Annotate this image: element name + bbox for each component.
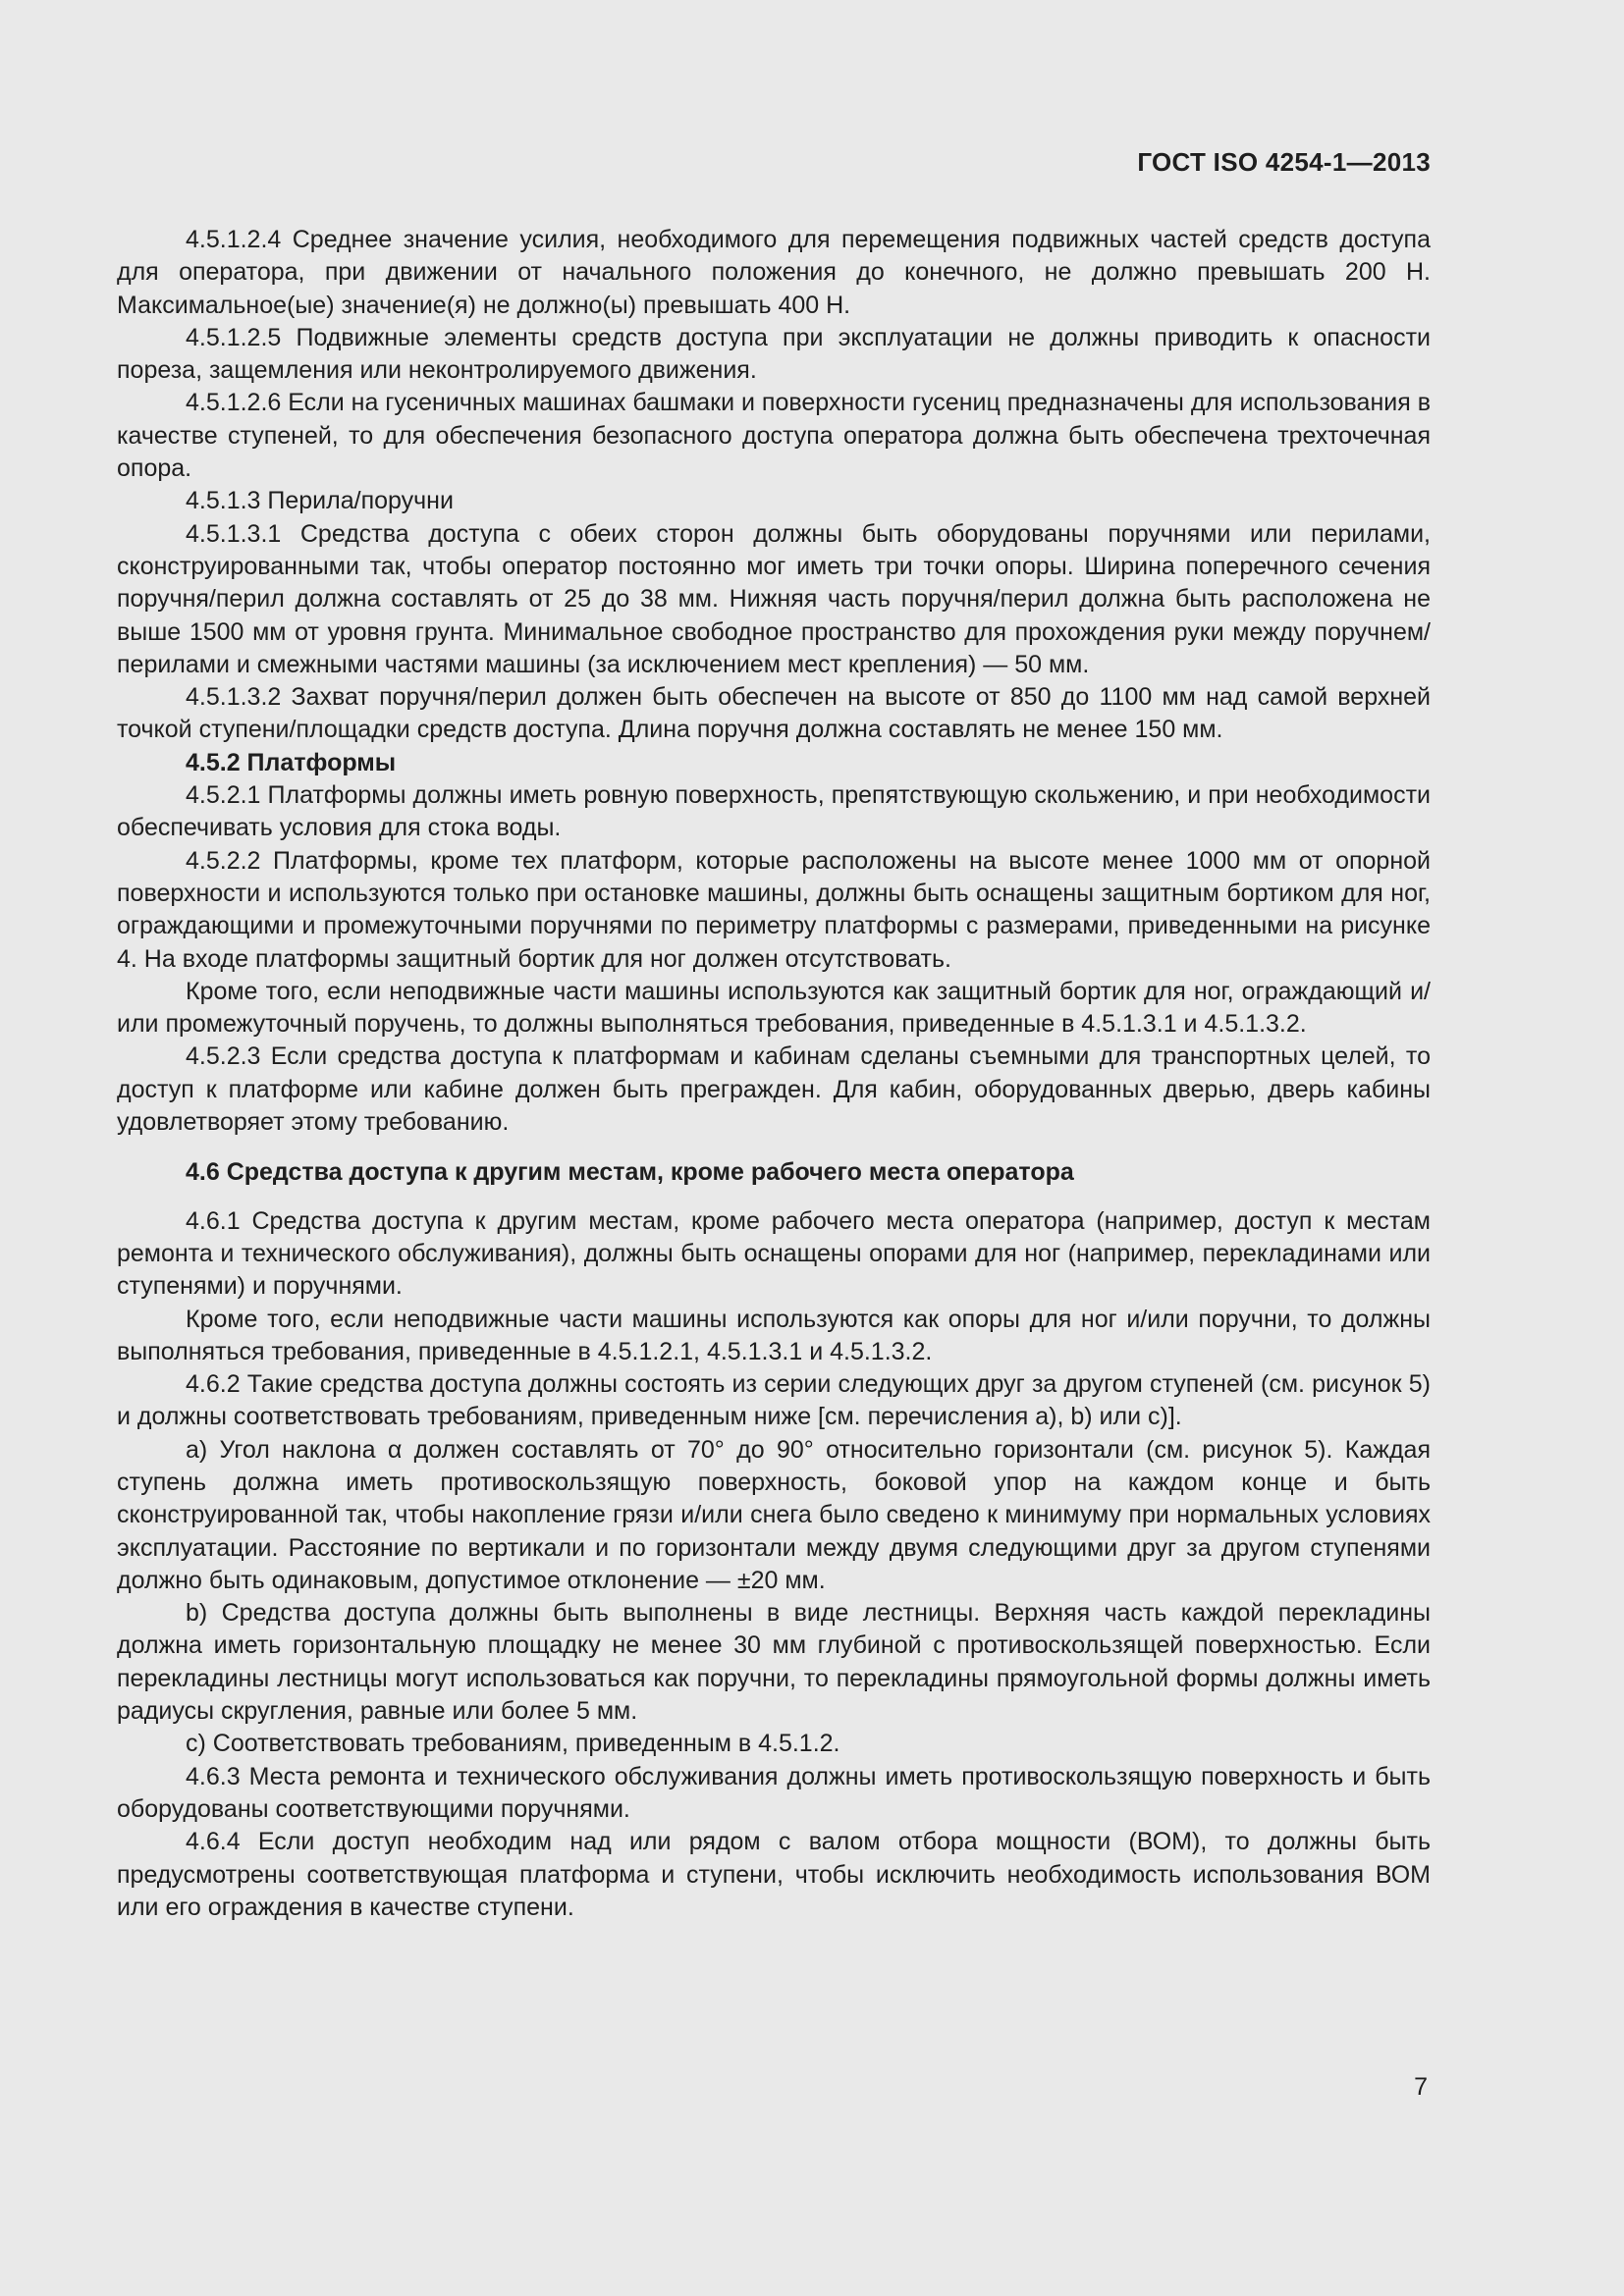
paragraph-4-5-2-2-continued: Кроме того, если неподвижные части машины используются как защитный бортик для ног, ограждающий и/или промежуточный поручень, то должны выполняться требования, приведенные в 4.5.1.3.1 и 4.5.1.3.2. [117, 977, 1431, 1039]
list-item-b: b) Средства доступа должны быть выполнены в виде лестницы. Верхняя часть каждой перекладины должна иметь горизонтальную площадку не менее 30 мм глубиной с противоскользящей поверхностью. Если перекладины лестницы могут использоваться как поручни, то перекладины прямоугольной формы должны иметь радиусы скругления, равные или более 5 мм. [117, 1599, 1431, 1726]
subsection-title-4-5-2: 4.5.2 Платформы [186, 748, 397, 776]
paragraph-4-5-1-2-5: 4.5.1.2.5 Подвижные элементы средств доступа при эксплуатации не должны приводить к опасности пореза, защемления или неконтролируемого движения. [117, 323, 1431, 385]
subsection-title-4-5-1-3: 4.5.1.3 Перила/поручни [186, 487, 454, 515]
list-item-c: c) Соответствовать требованиям, приведенным в 4.5.1.2. [186, 1730, 840, 1758]
paragraph-4-5-1-3-1: 4.5.1.3.1 Средства доступа с обеих сторон должны быть оборудованы поручнями или перилами, сконструированными так, чтобы оператор постоянно мог иметь три точки опоры. Ширина поперечного сечения поручня/перил должна составлять от 25 до 38 мм. Нижняя часть поручня/перил должна быть расположена не выше 1500 мм от уровня грунта. Минимальное свободное пространство для прохождения руки между поручнем/перилами и смежными частями машины (за исключением мест крепления) — 50 мм. [117, 519, 1431, 678]
paragraph-4-5-2-2: 4.5.2.2 Платформы, кроме тех платформ, которые расположены на высоте менее 1000 мм от опорной поверхности и используются только при остановке машины, должны быть оснащены защитным бортиком для ног, ограждающими и промежуточными поручнями по периметру платформы с размерами, приведенными на рисунке 4. На входе платформы защитный бортик для ног должен отсутствовать. [117, 846, 1431, 973]
paragraph-4-6-3: 4.6.3 Места ремонта и технического обслуживания должны иметь противоскользящую поверхность и быть оборудованы соответствующими поручнями. [117, 1762, 1431, 1823]
standard-code-header: ГОСТ ISO 4254-1—2013 [1137, 147, 1431, 177]
paragraph-4-6-4: 4.6.4 Если доступ необходим над или рядом с валом отбора мощности (ВОМ), то должны быть предусмотрены соответствующая платформа и ступени, чтобы исключить необходимость использования ВОМ или его ограждения в качестве ступени. [117, 1828, 1431, 1921]
paragraph-4-5-1-2-4: 4.5.1.2.4 Среднее значение усилия, необходимого для перемещения подвижных частей средств доступа для оператора, при движении от начального положения до конечного, не должно превышать 200 Н. Максимальное(ые) значение(я) не должно(ы) превышать 400 Н. [117, 226, 1431, 319]
paragraph-4-6-1: 4.6.1 Средства доступа к другим местам, кроме рабочего места оператора (например, доступ к местам ремонта и технического обслуживания), должны быть оснащены опорами для ног (например, перекладинами или ступенями) и поручнями. [117, 1206, 1431, 1301]
paragraph-4-6-1-continued: Кроме того, если неподвижные части машины используются как опоры для ног и/или поручни, то должны выполняться требования, приведенные в 4.5.1.2.1, 4.5.1.3.1 и 4.5.1.3.2. [117, 1305, 1431, 1365]
list-item-a: a) Угол наклона α должен составлять от 70° до 90° относительно горизонтали (см. рисунок 5). Каждая ступень должна иметь противоскользящую поверхность, боковой упор на каждом конце и быть сконструированной так, чтобы накопление грязи и/или снега было сведено к минимуму при нормальных условиях эксплуатации. Расстояние по вертикали и по горизонтали между двумя следующими друг за другом ступенями должно быть одинаковым, допустимое отклонение — ±20 мм. [117, 1435, 1431, 1594]
section-title-4-6: 4.6 Средства доступа к другим местам, кроме рабочего места оператора [186, 1158, 1074, 1187]
page-number: 7 [1414, 2073, 1428, 2101]
paragraph-4-5-1-2-6: 4.5.1.2.6 Если на гусеничных машинах башмаки и поверхности гусениц предназначены для использования в качестве ступеней, то для обеспечения безопасного доступа оператора должна быть обеспечена трехточечная опора. [117, 389, 1431, 483]
paragraph-4-5-1-3-2: 4.5.1.3.2 Захват поручня/перил должен быть обеспечен на высоте от 850 до 1100 мм над самой верхней точкой ступени/площадки средств доступа. Длина поручня должна составлять не менее 150 мм. [117, 683, 1431, 744]
document-body [117, 224, 1431, 1924]
paragraph-4-6-2: 4.6.2 Такие средства доступа должны состоять из серии следующих друг за другом ступеней (см. рисунок 5) и должны соответствовать требованиям, приведенным ниже [см. перечисления a), b) или c)]. [117, 1370, 1431, 1431]
paragraph-4-5-2-3: 4.5.2.3 Если средства доступа к платформам и кабинам сделаны съемными для транспортных целей, то доступ к платформе или кабине должен быть прегражден. Для кабин, оборудованных дверью, дверь кабины удовлетворяет этому требованию. [117, 1042, 1431, 1137]
paragraph-4-5-2-1: 4.5.2.1 Платформы должны иметь ровную поверхность, препятствующую скольжению, и при необходимости обеспечивать условия для стока воды. [117, 781, 1431, 842]
